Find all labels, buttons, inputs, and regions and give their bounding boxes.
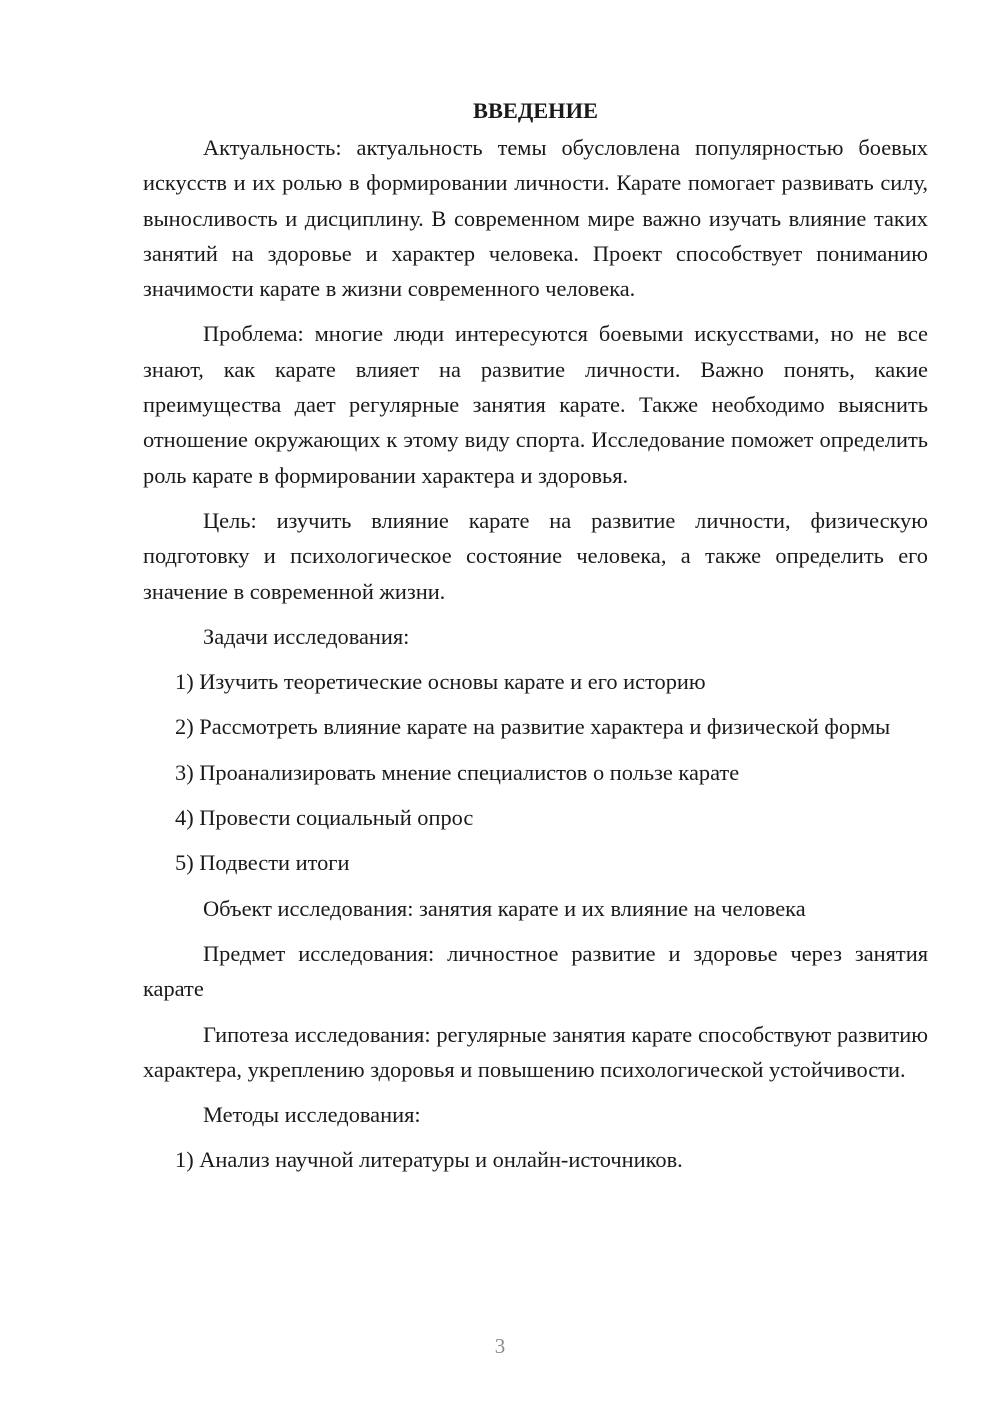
goal-paragraph: Цель: изучить влияние карате на развитие личности, физическую подготовку и психологическое состояние человека, а также определить его значение в современной жизни.	[143, 507, 928, 604]
task-item-2: 2) Рассмотреть влияние карате на развитие характера и физической формы	[175, 714, 891, 740]
subject-paragraph: Предмет исследования: личностное развитие и здоровье через занятия карате	[143, 940, 928, 1002]
relevance-paragraph: Актуальность: актуальность темы обусловлена популярностью боевых искусств и их ролью в формировании личности. Карате помогает развивать силу, выносливость и дисциплину. В современном мире важно изучать влияние таких занятий на здоровье и характер человека. Проект способствует пониманию значимости карате в жизни современного человека.	[143, 135, 928, 302]
method-item-1: 1) Анализ научной литературы и онлайн-источников.	[175, 1147, 683, 1173]
page-title: ВВЕДЕНИЕ	[473, 98, 598, 123]
hypothesis-paragraph: Гипотеза исследования: регулярные занятия карате способствуют развитию характера, укреплению здоровья и повышению психологической устойчивости.	[143, 1021, 928, 1082]
tasks-heading: Задачи исследования:	[203, 623, 410, 649]
object-paragraph: Объект исследования: занятия карате и их влияние на человека	[203, 895, 806, 921]
methods-heading: Методы исследования:	[203, 1102, 421, 1128]
task-item-5: 5) Подвести итоги	[175, 850, 350, 876]
task-item-1: 1) Изучить теоретические основы карате и его историю	[175, 669, 706, 695]
task-item-4: 4) Провести социальный опрос	[175, 805, 474, 831]
task-item-3: 3) Проанализировать мнение специалистов о пользе карате	[175, 759, 740, 785]
page-number: 3	[494, 1334, 506, 1358]
document-page	[143, 93, 928, 1188]
problem-paragraph: Проблема: многие люди интересуются боевыми искусствами, но не все знают, как карате влияет на развитие личности. Важно понять, какие преимущества дает регулярные занятия карате. Также необходимо выяснить отношение окружающих к этому виду спорта. Исследование поможет определить роль карате в формировании характера и здоровья.	[143, 321, 928, 488]
